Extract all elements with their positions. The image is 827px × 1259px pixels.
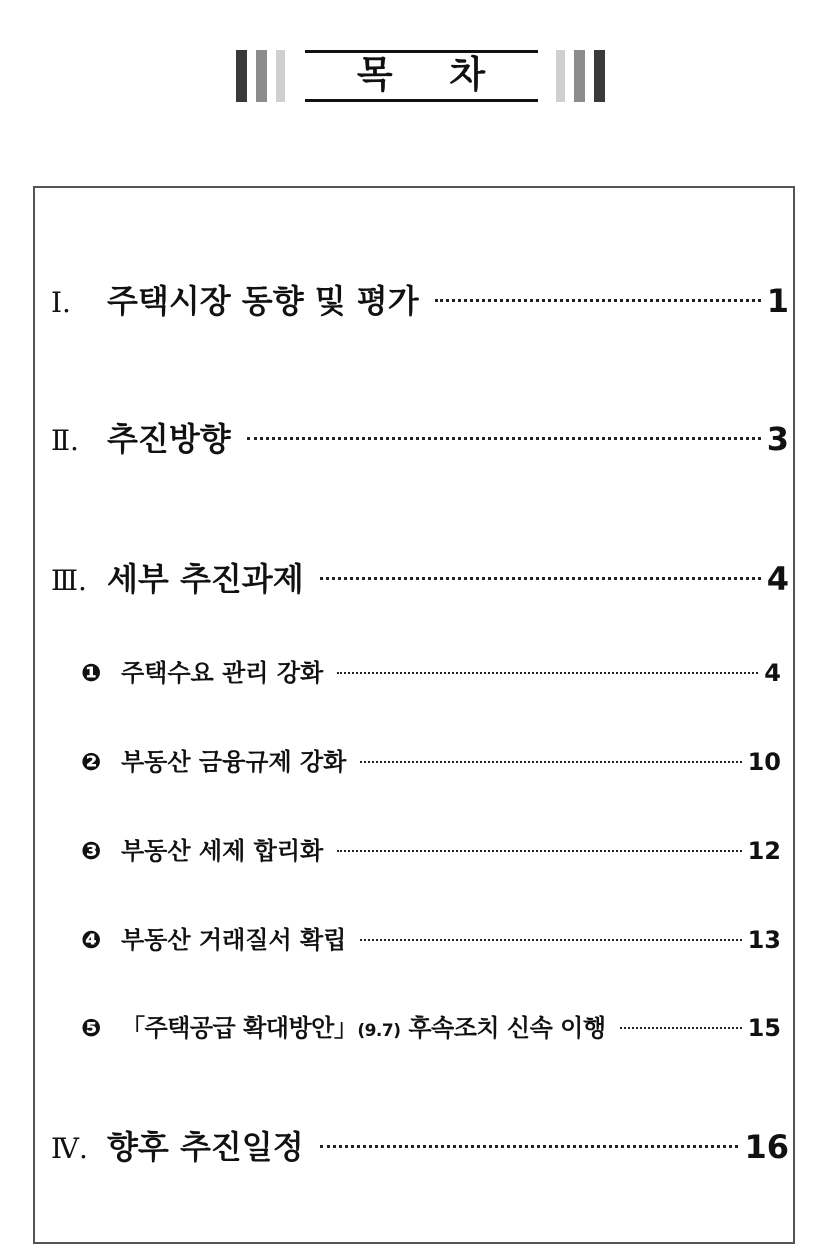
toc-section-2[interactable] [51,414,789,460]
section-title: 향후 추진일정 [107,1128,304,1166]
dot-leader [320,1145,739,1148]
page-number: 4 [764,659,781,687]
subsection-title-part: 후속조치 신속 이행 [400,1014,606,1042]
dot-leader [337,850,741,852]
dot-leader [360,939,741,941]
subsection-number: ❸ [81,837,102,865]
decorative-bar [236,50,247,102]
toc-subsection-1[interactable] [81,653,781,688]
subsection-title: 부동산 금융규제 강화 [121,748,347,776]
table-of-contents [33,186,795,1244]
title-rule-bottom [305,99,538,102]
page-title: 목 차 [356,53,487,96]
page-number: 13 [747,926,781,954]
subsection-title: 주택수요 관리 강화 [121,659,324,687]
toc-section-3[interactable] [51,554,789,600]
toc-section-1[interactable] [51,276,789,322]
subsection-number: ❹ [81,926,102,954]
decorative-bar [256,50,267,102]
page-number: 10 [747,748,781,776]
subsection-number: ❷ [81,748,102,776]
toc-subsection-5[interactable] [81,1008,781,1043]
decorative-bar [574,50,585,102]
subsection-title: 부동산 거래질서 확립 [121,926,347,954]
toc-subsection-4[interactable] [81,920,781,955]
page-number: 12 [747,837,781,865]
toc-subsection-2[interactable] [81,742,781,777]
subsection-title-part: 「주택공급 확대방안」 [121,1014,358,1042]
page-number: 16 [744,1128,789,1166]
subsection-title-date: (9.7) [357,1021,401,1041]
toc-subsection-3[interactable] [81,831,781,866]
subsection-number: ❺ [81,1014,102,1042]
dot-leader [620,1027,742,1029]
decorative-bar [276,50,285,102]
dot-leader [435,299,761,302]
dot-leader [247,437,761,440]
section-title: 주택시장 동향 및 평가 [107,282,419,320]
section-title: 세부 추진과제 [107,560,304,598]
dot-leader [360,761,741,763]
page-number: 3 [766,420,789,458]
subsection-title: 부동산 세제 합리화 [121,837,324,865]
dot-leader [320,577,761,580]
section-number: Ⅰ. [51,286,71,319]
section-number: Ⅳ. [51,1132,88,1165]
page-number: 4 [766,560,789,598]
toc-section-4[interactable] [51,1122,789,1168]
decorative-bar [556,50,565,102]
decorative-bar [594,50,605,102]
page-number: 15 [747,1014,781,1042]
dot-leader [337,672,758,674]
toc-title-banner [0,44,827,110]
section-title: 추진방향 [107,420,231,458]
page-number: 1 [766,282,789,320]
section-number: Ⅱ. [51,424,79,457]
subsection-number: ❶ [81,659,102,687]
subsection-title [121,1008,606,1043]
section-number: Ⅲ. [51,564,87,597]
